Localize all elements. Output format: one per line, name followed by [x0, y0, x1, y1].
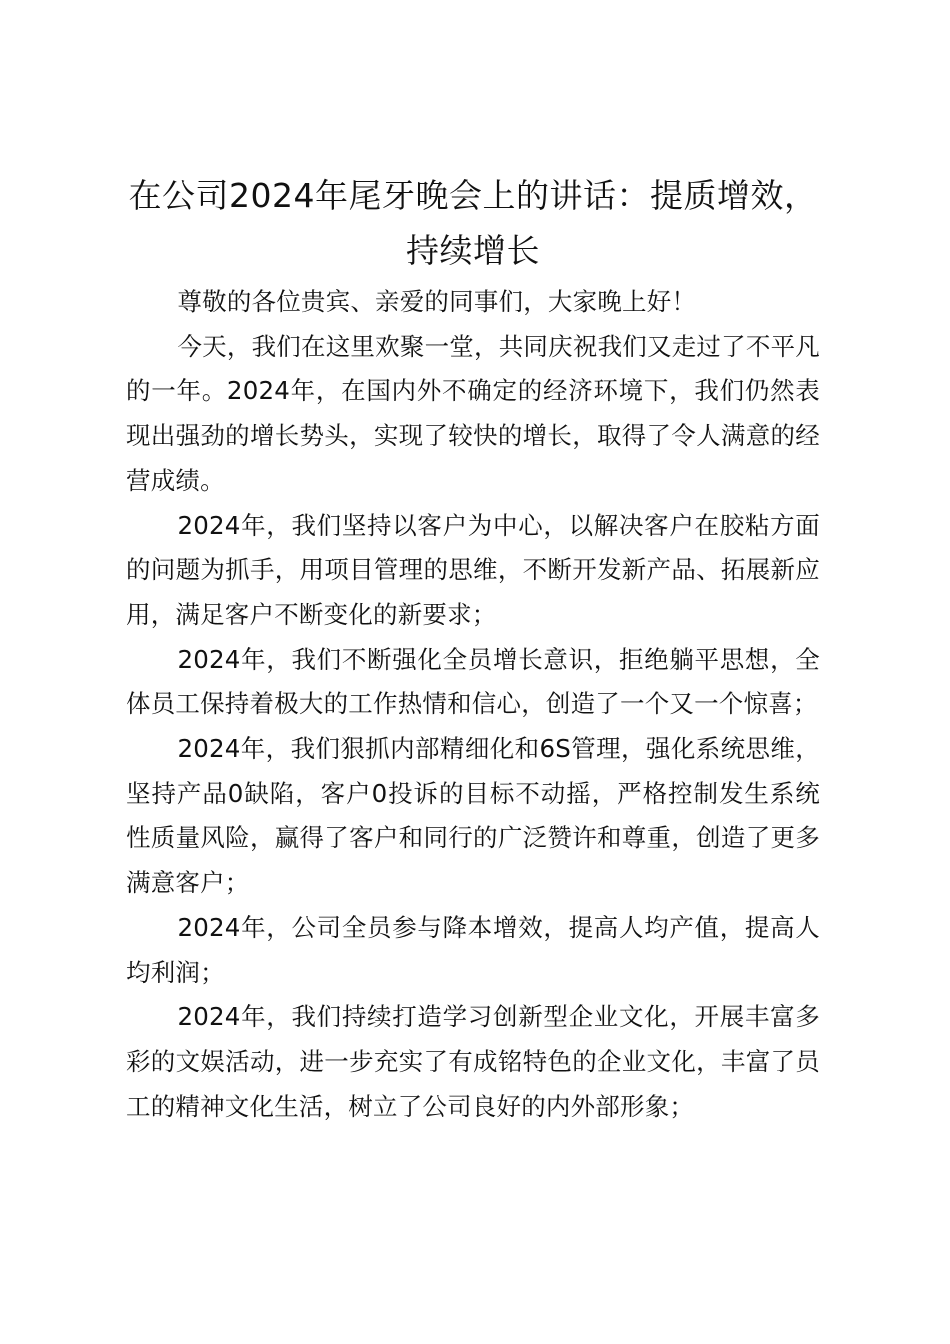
- paragraph-cost-efficiency: 2024年，公司全员参与降本增效，提高人均产值，提高人均利润；: [126, 912, 820, 987]
- paragraph-corporate-culture: 2024年，我们持续打造学习创新型企业文化，开展丰富多彩的文娱活动，进一步充实了有成铭特色的企业文化，丰富了员工的精神文化生活，树立了公司良好的内外部形象；: [126, 1002, 820, 1121]
- paragraph-greeting: 尊敬的各位贵宾、亲爱的同事们，大家晚上好！: [177, 287, 697, 316]
- paragraph-customer-focus: 2024年，我们坚持以客户为中心，以解决客户在胶粘方面的问题为抓手，用项目管理的思维，不断开发新产品、拓展新应用，满足客户不断变化的新要求；: [126, 510, 820, 629]
- paragraph-growth-awareness: 2024年，我们不断强化全员增长意识，拒绝躺平思想，全体员工保持着极大的工作热情和信心，创造了一个又一个惊喜；: [126, 644, 820, 719]
- document-page: [126, 168, 820, 1129]
- document-title: 在公司2024年尾牙晚会上的讲话：提质增效，持续增长: [128, 176, 818, 270]
- paragraph-opening: 今天，我们在这里欢聚一堂，共同庆祝我们又走过了不平凡的一年。2024年，在国内外不确定的经济环境下，我们仍然表现出强劲的增长势头，实现了较快的增长，取得了令人满意的经营成绩。: [126, 331, 820, 495]
- paragraph-quality-management: 2024年，我们狠抓内部精细化和6S管理，强化系统思维，坚持产品0缺陷，客户0投诉的目标不动摇，严格控制发生系统性质量风险，赢得了客户和同行的广泛赞许和尊重，创造了更多满意客户；: [126, 734, 820, 898]
